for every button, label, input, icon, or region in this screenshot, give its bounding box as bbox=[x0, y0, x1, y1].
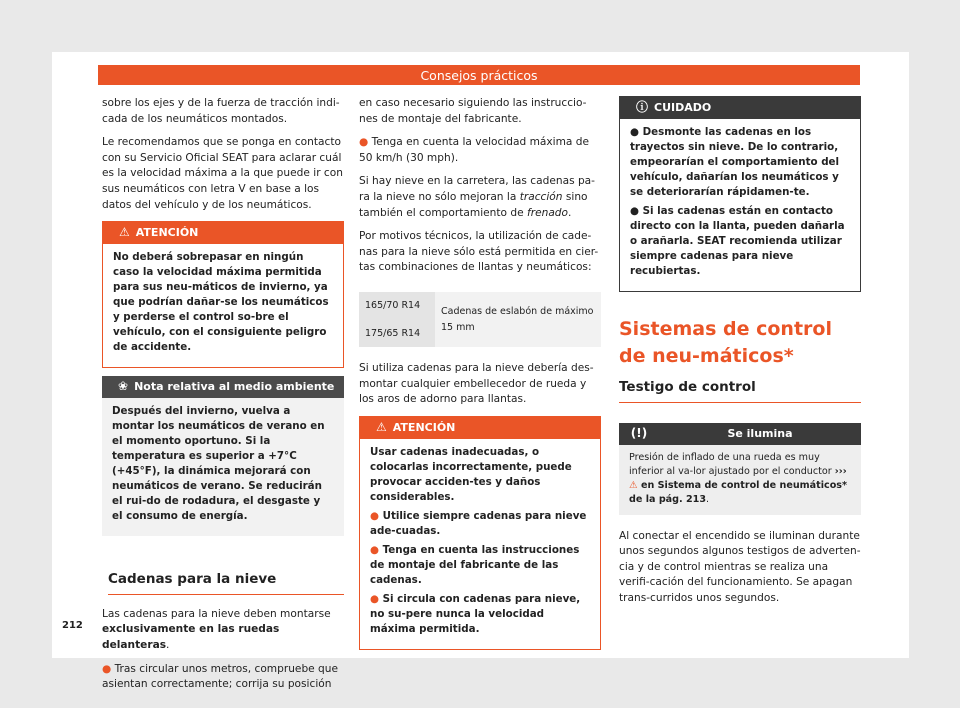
warning-triangle-icon: ⚠ bbox=[629, 479, 638, 491]
bullet-icon: ● bbox=[370, 543, 379, 556]
bullet-icon: ● bbox=[630, 126, 639, 138]
bullet-text: Tras circular unos metros, compruebe que asientan correctamente; corrija su posición bbox=[102, 662, 339, 691]
caution-header bbox=[620, 97, 860, 119]
warning-body bbox=[360, 439, 600, 649]
bullet-text: Si circula con cadenas para nieve, no su-pere nunca la velocidad máxima permitida. bbox=[370, 592, 581, 635]
warning-text: No deberá sobrepasar en ningún caso la velocidad máxima permitida para sus neu-máticos de invierno, ya que podrían dañar-se los neumáticos y perderse el control so-bre el vehículo, con el consiguiente peligro de accidente. bbox=[113, 251, 329, 354]
warning-box bbox=[359, 416, 601, 650]
text-run: Si hay nieve en la carretera, las cadenas pa-ra la nieve no sólo mejoran la bbox=[359, 175, 596, 203]
lamp-header bbox=[619, 423, 861, 445]
page-header bbox=[98, 65, 860, 85]
chain-table bbox=[359, 292, 601, 347]
table-cell: 165/70 R14 bbox=[359, 292, 435, 320]
text-run: . bbox=[568, 206, 572, 219]
warning-header bbox=[360, 417, 600, 439]
column-2 bbox=[359, 96, 601, 658]
bullet-text: Tenga en cuenta las instrucciones de montaje del fabricante de las cadenas. bbox=[370, 543, 580, 586]
paragraph bbox=[102, 607, 344, 654]
bullet-text: Utilice siempre cadenas para nieve ade-cuadas. bbox=[370, 509, 587, 537]
page-number: 212 bbox=[62, 620, 83, 631]
warning-title: ATENCIÓN bbox=[392, 421, 456, 435]
warning-triangle-icon: ⚠ bbox=[119, 225, 130, 240]
caution-bullet bbox=[630, 125, 850, 200]
caution-body bbox=[620, 119, 860, 291]
text-run: . bbox=[166, 638, 170, 651]
warning-body bbox=[103, 244, 343, 367]
column-1 bbox=[102, 96, 344, 701]
paragraph bbox=[359, 174, 601, 221]
bullet-text: Desmonte las cadenas en los trayectos sin nieve. De lo contrario, empeorarían el comportamiento del vehículo, dañarían los neumáticos y se deteriorarían rápidamen-te. bbox=[630, 126, 840, 198]
bold-text: exclusivamente en las ruedas delanteras bbox=[102, 623, 280, 651]
table-row bbox=[359, 292, 601, 320]
bullet-icon: ● bbox=[370, 592, 379, 605]
italic-text: tracción bbox=[519, 190, 563, 203]
warning-bullet bbox=[370, 592, 590, 637]
text-run: sino también el comportamiento de bbox=[359, 190, 588, 219]
caution-title: CUIDADO bbox=[654, 101, 712, 115]
bullet-item bbox=[102, 662, 344, 693]
bullet-icon: ● bbox=[630, 205, 639, 217]
warning-box bbox=[102, 221, 344, 368]
italic-text: frenado bbox=[527, 206, 569, 219]
header-title: Consejos prácticos bbox=[420, 67, 538, 83]
section-title: Cadenas para la nieve bbox=[108, 572, 344, 595]
paragraph: Por motivos técnicos, la utilización de cade-nas para la nieve sólo está permitida en cier-tas combinaciones de llantas y neumáticos: bbox=[359, 230, 599, 274]
environment-note-header bbox=[102, 376, 344, 398]
environment-note-text: Después del invierno, vuelva a montar los neumáticos de verano en el momento oportuno. Si la temperatura es superior a +7°C (+45°F), la dinámica mejorará con neumáticos de verano. Se reducirán el rui-do de rodadura, el desgaste y el consumo de energía. bbox=[112, 405, 325, 523]
warning-text: Usar cadenas inadecuadas, o colocarlas incorrectamente, puede provocar acciden-tes y daños considerables. bbox=[370, 445, 572, 503]
bullet-text: Si las cadenas están en contacto directo con la llanta, pueden dañarla o arañarla. SEAT recomienda utilizar siempre cadenas para nieve recubiertas. bbox=[630, 205, 845, 277]
bullet-icon: ● bbox=[359, 136, 369, 149]
bullet-text: Tenga en cuenta la velocidad máxima de 50 km/h (30 mph). bbox=[359, 136, 590, 164]
text-run: . bbox=[706, 493, 710, 505]
paragraph: Si utiliza cadenas para la nieve debería des-montar cualquier embellecedor de rueda y los aros de adorno para llantas. bbox=[359, 362, 594, 406]
warning-triangle-icon: ⚠ bbox=[376, 420, 387, 435]
paragraph: Le recomendamos que se ponga en contacto con su Servicio Oficial SEAT para aclarar cuál es la velocidad máxima a la que puede ir con sus neumáticos con letra V en base a los datos del vehículo y de los neumáticos. bbox=[102, 136, 343, 211]
section-title: Testigo de control bbox=[619, 380, 861, 403]
warning-bullet bbox=[370, 509, 590, 539]
bullet-icon: ● bbox=[370, 509, 379, 522]
flower-icon: ❀ bbox=[118, 379, 129, 394]
environment-note-box bbox=[102, 376, 344, 536]
text-run: Las cadenas para la nieve deben montarse bbox=[102, 607, 331, 620]
tire-pressure-warning-icon: (!) bbox=[630, 425, 648, 440]
environment-note-body bbox=[102, 398, 344, 536]
table-cell: Cadenas de eslabón de máximo 15 mm bbox=[441, 305, 594, 333]
paragraph: Al conectar el encendido se iluminan durante unos segundos algunos testigos de adverten-cia y de control mientras se realiza una verifi-cación del funcionamiento. Se apagan trans-curridos unos segundos. bbox=[619, 529, 861, 604]
table-cell: 175/65 R14 bbox=[359, 320, 435, 348]
info-circle-icon: ⓘ bbox=[636, 100, 649, 115]
link-arrows: ››› bbox=[834, 465, 847, 477]
caution-bullet bbox=[630, 204, 850, 279]
bullet-icon: ● bbox=[102, 662, 112, 675]
lamp-label: Se ilumina bbox=[727, 426, 793, 440]
environment-note-title: Nota relativa al medio ambiente bbox=[134, 380, 335, 394]
warning-title: ATENCIÓN bbox=[135, 226, 199, 240]
warning-header bbox=[103, 222, 343, 244]
caution-box bbox=[619, 96, 861, 292]
paragraph: sobre los ejes y de la fuerza de tracción indi-cada de los neumáticos montados. bbox=[102, 97, 340, 125]
text-run: Presión de inflado de una rueda es muy inferior al va-lor ajustado por el conductor bbox=[629, 451, 835, 477]
warning-bullet bbox=[370, 543, 590, 588]
bullet-item bbox=[359, 135, 601, 166]
paragraph: en caso necesario siguiendo las instruccio-nes de montaje del fabricante. bbox=[359, 97, 587, 125]
cross-reference-link[interactable]: en Sistema de control de neumáticos* de la pág. 213 bbox=[629, 479, 848, 505]
lamp-description bbox=[619, 445, 861, 515]
chapter-title: Sistemas de control de neu-máticos* bbox=[619, 318, 832, 367]
column-3 bbox=[619, 96, 861, 615]
